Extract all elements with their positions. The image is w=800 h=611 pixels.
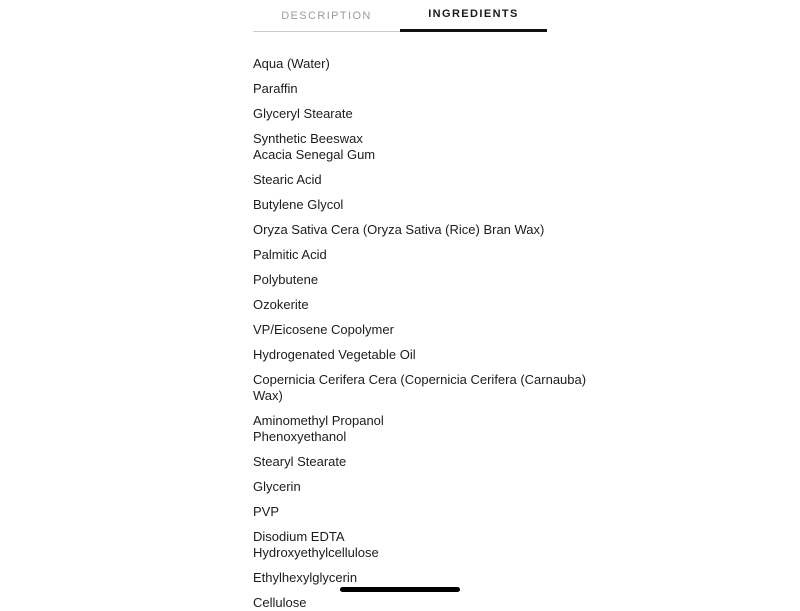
ingredient-line: Synthetic Beeswax	[253, 131, 363, 146]
ingredient-group	[253, 297, 547, 313]
ingredient-line: Copernicia Cerifera Cera (Copernicia Cerifera (Carnauba)	[253, 372, 587, 387]
ingredient-line: VP/Eicosene Copolymer	[253, 322, 394, 337]
ingredient-group	[253, 454, 547, 470]
tab-ingredients[interactable]: INGREDIENTS	[400, 6, 547, 32]
ingredient-line: Aqua (Water)	[253, 56, 330, 71]
ingredient-group	[253, 81, 547, 97]
ingredient-group	[253, 372, 587, 404]
ingredient-line: Glycerin	[253, 479, 301, 494]
ingredient-line: Butylene Glycol	[253, 197, 344, 212]
product-info-panel	[253, 0, 587, 611]
ingredient-group	[253, 56, 547, 72]
ingredient-group	[253, 172, 547, 188]
ingredient-line: Cellulose	[253, 595, 307, 610]
ingredient-group	[253, 131, 547, 163]
ingredient-group	[253, 479, 547, 495]
ingredient-line: Wax)	[253, 388, 283, 403]
ingredient-group	[253, 595, 547, 611]
ingredient-group	[253, 106, 547, 122]
ingredient-line: Hydroxyethylcellulose	[253, 545, 379, 560]
ingredient-group	[253, 272, 547, 288]
ingredient-line: PVP	[253, 504, 280, 519]
ingredient-line: Aminomethyl Propanol	[253, 413, 384, 428]
ingredients-list	[253, 56, 587, 611]
ingredient-line: Oryza Sativa Cera (Oryza Sativa (Rice) Bran Wax)	[253, 222, 545, 237]
ingredient-line: Polybutene	[253, 272, 319, 287]
ingredient-line: Disodium EDTA	[253, 529, 345, 544]
tab-description[interactable]: DESCRIPTION	[253, 8, 400, 32]
ingredient-line: Ethylhexylglycerin	[253, 570, 358, 585]
ingredient-line: Stearic Acid	[253, 172, 322, 187]
ingredient-group	[253, 347, 547, 363]
ingredient-group	[253, 413, 547, 445]
ingredient-group	[253, 322, 547, 338]
ingredient-line: Acacia Senegal Gum	[253, 147, 376, 162]
ingredient-line: Stearyl Stearate	[253, 454, 347, 469]
ingredient-line: Paraffin	[253, 81, 298, 96]
tab-bar	[253, 6, 547, 32]
ingredient-line: Phenoxyethanol	[253, 429, 347, 444]
ingredient-line: Hydrogenated Vegetable Oil	[253, 347, 416, 362]
ingredient-line: Glyceryl Stearate	[253, 106, 353, 121]
ingredient-group	[253, 504, 547, 520]
ingredient-group	[253, 197, 547, 213]
ingredient-group	[253, 222, 547, 238]
ingredient-line: Ozokerite	[253, 297, 309, 312]
ingredient-group	[253, 247, 547, 263]
home-indicator-bar[interactable]	[340, 587, 460, 592]
ingredient-group	[253, 529, 547, 561]
ingredient-line: Palmitic Acid	[253, 247, 327, 262]
ingredient-group	[253, 570, 547, 586]
